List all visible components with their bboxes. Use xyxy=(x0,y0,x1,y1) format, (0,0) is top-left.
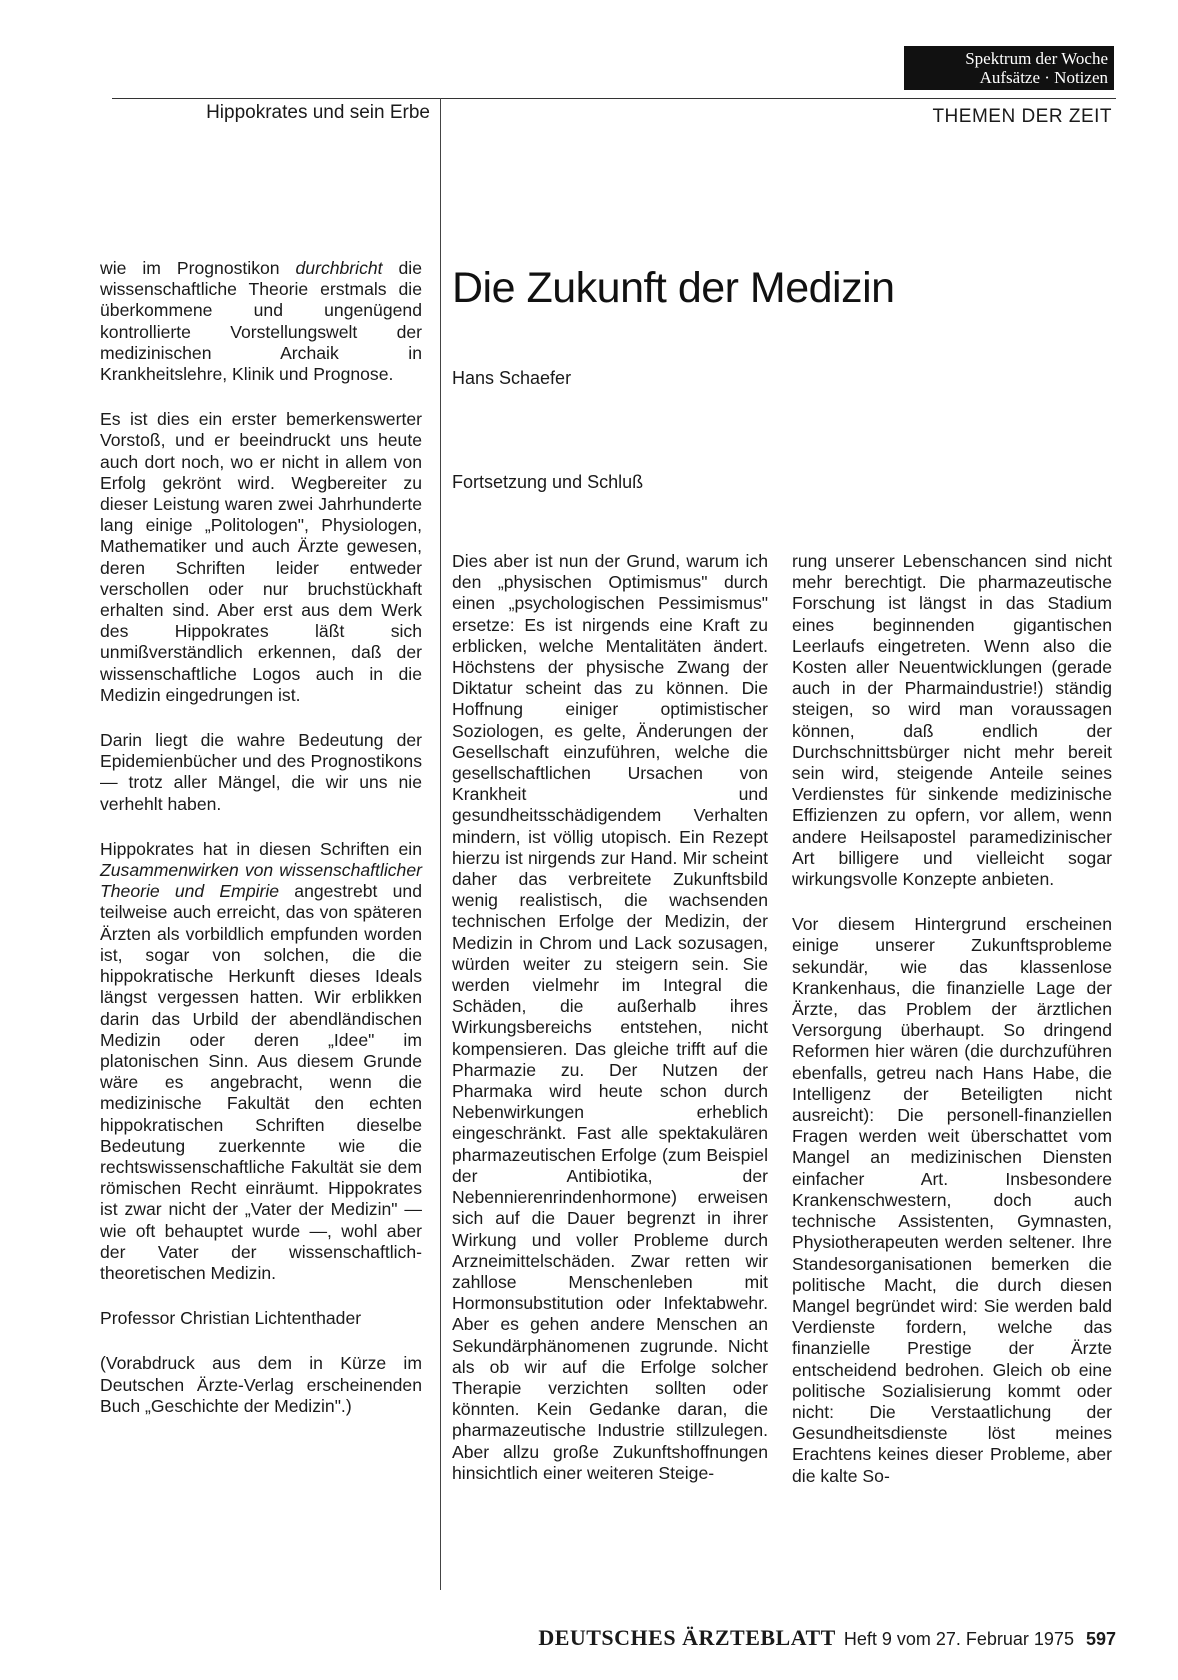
signature: Professor Christian Lichtenthader xyxy=(100,1308,362,1329)
paragraph: Hippokrates hat in diesen Schriften ein Zusammenwirken von wissenschaftlicher Theorie und Empirie angestrebt und teilweise auch erreicht, das von späteren Ärzten als vorbildlich empfunden worden ist, sogar von solchen, die die hippokratische Herkunft dieses Ideals längst vergessen hatten. Wir erblikken darin das Urbild der abendländischen Medizin oder deren „Idee" im platonischen Sinn. Aus diesem Grunde wäre es angebracht, wenn die medizinische Fakultät den echten hippokratischen Schriften dieselbe Bedeutung zuerkennte wie die rechtswissenschaftliche Fakultät sie dem römischen Recht einräumt. Hippokrates ist zwar nicht der „Vater der Medizin" — wie oft behauptet wurde —, wohl aber der Vater der wissenschaftlich-theoretischen Medizin. xyxy=(100,838,422,1283)
middle-column xyxy=(452,551,768,1508)
left-column xyxy=(100,258,422,1441)
column-divider xyxy=(440,98,441,1590)
paragraph: Darin liegt die wahre Bedeutung der Epidemienbücher und des Prognostikons — trotz aller Mängel, die wir uns nie verhehlt haben. xyxy=(100,730,422,814)
paragraph: wie im Prognostikon durchbricht die wissenschaftliche Theorie erstmals die überkommene und ungenügend kontrollierte Vorstellungswelt der medizinischen Archaik in Krankheitslehre, Klinik und Prognose. xyxy=(100,258,422,385)
header-rule xyxy=(112,98,1116,99)
article-author: Hans Schaefer xyxy=(452,368,572,388)
issue-info: Heft 9 vom 27. Februar 1975 xyxy=(843,1629,1074,1649)
article-subtitle: Fortsetzung und Schluß xyxy=(452,472,644,492)
running-head-left: Hippokrates und sein Erbe xyxy=(206,102,430,123)
paragraph: Es ist dies ein erster bemerkenswerter Vorstoß, und er beeindruckt uns heute auch dort noch, wo er nicht in allem von Erfolg gekrönt wird. Wegbereiter zu dieser Leistung waren zwei Jahrhunderte lang einige „Politologen", Physiologen, Mathematiker und auch Ärzte gewesen, deren Schriften leider entweder verschollen oder nur bruchstückhaft erhalten sind. Aber erst aus dem Werk des Hippokrates läßt sich unmißverständlich erkennen, daß der wissenschaftliche Logos auch in die Medizin eingedrungen ist. xyxy=(100,409,422,705)
journal-name: DEUTSCHES ÄRZTEBLATT xyxy=(538,1625,836,1650)
paragraph: Dies aber ist nun der Grund, warum ich den „physischen Optimismus" durch einen „psychologischen Pessimismus" ersetze: Es ist nirgends eine Kraft zu erblicken, welche Mentalitäten ändert. Höchstens der physische Zwang der Diktatur scheint das zu können. Die Hoffnung einiger optimistischer Soziologen, es gelte, Änderungen der Gesellschaft einzuführen, welche die gesellschaftlichen Ursachen von Krankheit und gesundheitsschädigendem Verhalten mindern, ist völlig utopisch. Ein Rezept hierzu ist nirgends zur Hand. Mir scheint daher das verbreitete Zukunftsbild wenig realistisch, die wachsenden technischen Erfolge der Medizin, der Medizin in Chrom und Lack sozusagen, würden weiter zu steigern sein. Sie werden vielmehr im Integral die Schäden, die außerhalb ihres Wirkungsbereichs entstehen, nicht kompensieren. Das gleiche trifft auf die Pharmazie zu. Der Nutzen der Pharmaka wird heute schon durch Nebenwirkungen erheblich eingeschränkt. Fast alle spektakulären pharmazeutischen Erfolge (zum Beispiel der Antibiotika, der Nebennierenrindenhormone) erweisen sich auf die Dauer begrenzt in ihrer Wirkung und voller Probleme durch Arzneimittelschäden. Zwar retten wir zahllose Menschenleben mit Hormonsubstitution oder Infektabwehr. Aber es gehen andere Menschen an Sekundärphänomenen zugrunde. Nicht als ob wir auf die Erfolge solcher Therapie verzichten sollten oder könnten. Kein Gedanke daran, die pharmazeutische Industrie stillzulegen. Aber allzu große Zukunftshoffnungen hinsichtlich einer weiteren Steige- xyxy=(452,551,768,1483)
section-badge xyxy=(904,46,1114,90)
running-head-right: THEMEN DER ZEIT xyxy=(932,106,1112,127)
badge-line-1: Spektrum der Woche xyxy=(965,49,1108,68)
right-column xyxy=(792,551,1112,1511)
page-footer xyxy=(470,1625,1116,1651)
prepublication-note: (Vorabdruck aus dem in Kürze im Deutschen Ärzte-Verlag erscheinenden Buch „Geschichte der Medizin".) xyxy=(100,1353,422,1416)
page-number: 597 xyxy=(1085,1629,1116,1649)
badge-line-2: Aufsätze · Notizen xyxy=(979,68,1108,87)
paragraph: Vor diesem Hintergrund erscheinen einige unserer Zukunftsprobleme sekundär, wie das klassenlose Krankenhaus, die finanzielle Lage der Ärzte, das Problem der ärztlichen Versorgung überhaupt. So dringend Reformen hier wären (die durchzuführen ebenfalls, getreu nach Hans Habe, die Intelligenz der Beteiligten nicht ausreicht): Die personell-finanziellen Fragen werden weit überschattet vom Mangel an medizinischen Diensten einfacher Art. Insbesondere Krankenschwestern, doch auch technische Assistenten, Gymnasten, Physiotherapeuten werden seltener. Ihre Standesorganisationen bemerken die politische Macht, die durch diesen Mangel begründet wird: Sie werden bald Verdienste fordern, welche das finanzielle Prestige der Ärzte entscheidend bedrohen. Gleich ob eine politische Sozialisierung kommt oder nicht: Die Verstaatlichung der Gesundheitsdienste löst meines Erachtens keines dieser Probleme, aber die kalte So- xyxy=(792,914,1112,1486)
article-title: Die Zukunft der Medizin xyxy=(452,264,895,312)
paragraph: rung unserer Lebenschancen sind nicht mehr berechtigt. Die pharmazeutische Forschung ist längst in das Stadium eines beginnenden gigantischen Leerlaufs eingetreten. Wenn also die Kosten aller Neuentwicklungen (gerade auch in der Pharmaindustrie!) ständig steigen, so wird man voraussagen können, daß endlich der Durchschnittsbürger nicht mehr bereit sein wird, steigende Anteile seines Verdienstes für sinkende medizinische Effizienzen zu opfern, vor allem, wenn andere Heilsapostel paramedizinischer Art billigere und vielleicht sogar wirkungsvolle Konzepte anbieten. xyxy=(792,551,1112,890)
